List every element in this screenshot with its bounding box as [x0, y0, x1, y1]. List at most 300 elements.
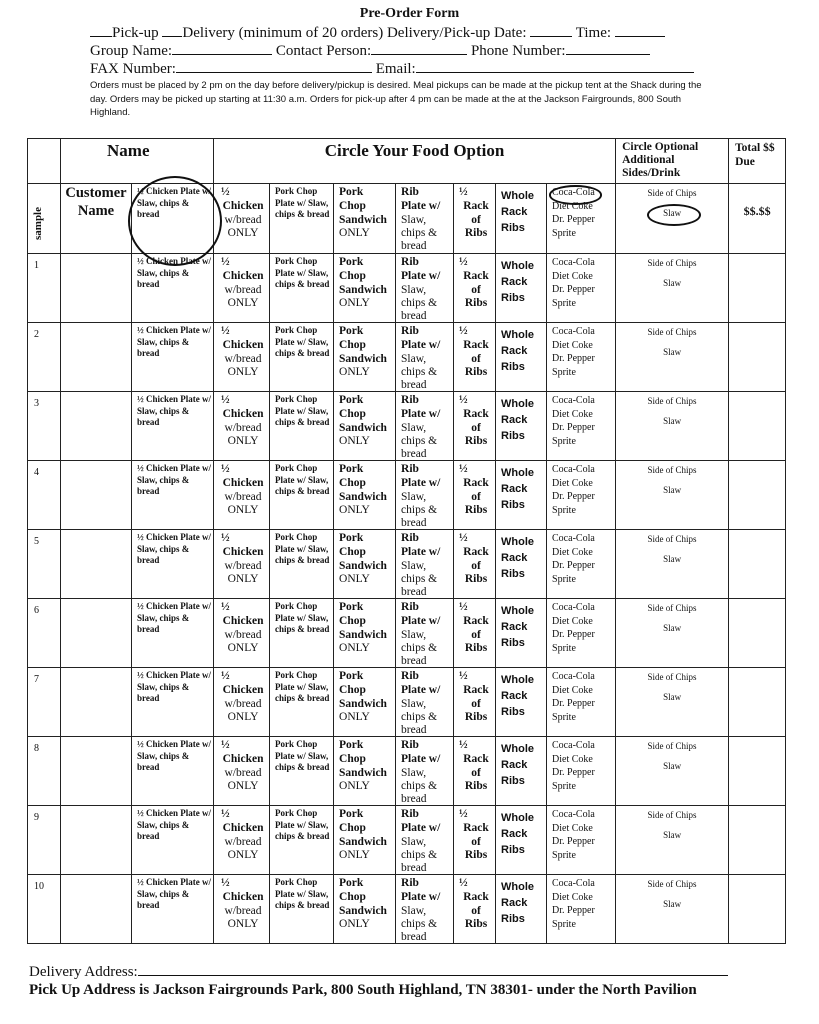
option-porkchop-plate[interactable] [270, 392, 334, 461]
option-half-rack[interactable] [454, 392, 496, 461]
email-label: Email: [375, 61, 416, 77]
name-column-header: Name [61, 139, 214, 184]
drink-options[interactable] [547, 461, 616, 530]
delivery-checkbox-blank[interactable] [162, 24, 182, 37]
chicken-plate-label: ½ Chicken Plate w/ Slaw, chips & bread [137, 808, 211, 841]
drink-coca-cola[interactable] [552, 808, 615, 822]
total-due-field[interactable] [729, 461, 786, 530]
customer-name-field[interactable] [61, 599, 132, 668]
form-title: Pre-Order Form [359, 6, 460, 21]
side-slaw[interactable] [616, 554, 728, 564]
side-of-chips[interactable]: Side of Chips [647, 188, 697, 198]
side-options[interactable] [616, 599, 729, 668]
contact-person-field[interactable] [371, 42, 467, 55]
half-chicken-line-1: ½ [221, 532, 230, 544]
option-chicken-plate[interactable] [132, 461, 214, 530]
customer-name-field[interactable] [61, 254, 132, 323]
porkchop-plate-label: Pork Chop Plate w/ Slaw, chips & bread [275, 532, 330, 565]
option-chicken-plate[interactable] [132, 392, 214, 461]
rib-plate-line-5: bread [401, 724, 427, 737]
half-chicken-line-3: w/bread [224, 283, 262, 296]
porkchop-sandwich-line-4: ONLY [339, 435, 370, 448]
half-chicken-line-4: ONLY [227, 642, 259, 655]
order-row [28, 668, 786, 737]
option-porkchop-plate[interactable] [270, 530, 334, 599]
total-due-field[interactable] [729, 254, 786, 323]
drink-sprite[interactable]: Sprite [552, 435, 576, 447]
option-porkchop-sandwich[interactable] [334, 737, 396, 806]
option-half-rack[interactable] [454, 668, 496, 737]
option-half-rack[interactable] [454, 184, 496, 254]
option-whole-rack[interactable] [496, 737, 547, 806]
customer-name-field[interactable] [61, 668, 132, 737]
option-porkchop-sandwich[interactable] [334, 668, 396, 737]
half-rack-line-1: ½ [459, 394, 468, 406]
option-whole-rack[interactable] [496, 184, 547, 254]
row-number: 8 [28, 737, 61, 806]
side-options[interactable] [616, 461, 729, 530]
date-field[interactable] [530, 24, 572, 37]
sample-total: $$.$$ [729, 184, 786, 254]
customer-name-field[interactable] [61, 461, 132, 530]
option-half-chicken[interactable] [214, 668, 270, 737]
half-rack-line-1: ½ [459, 256, 468, 268]
drink-dr-pepper[interactable]: Dr. Pepper [552, 422, 595, 433]
half-chicken-line-2: Chicken [222, 614, 264, 627]
drink-sprite[interactable]: Sprite [552, 642, 576, 654]
side-of-chips[interactable]: Side of Chips [647, 879, 697, 889]
phone-number-field[interactable] [566, 42, 650, 55]
drink-sprite[interactable]: Sprite [552, 918, 576, 930]
group-name-field[interactable] [172, 42, 272, 55]
rib-plate-line-5: bread [401, 586, 427, 599]
drink-options[interactable] [547, 875, 616, 944]
row-number: 5 [28, 530, 61, 599]
drink-dr-pepper[interactable]: Dr. Pepper [552, 698, 595, 709]
drink-dr-pepper[interactable]: Dr. Pepper [552, 214, 595, 225]
chicken-plate-label: ½ Chicken Plate w/ Slaw, chips & bread [137, 601, 211, 634]
option-whole-rack[interactable] [496, 530, 547, 599]
porkchop-sandwich-line-4: ONLY [339, 227, 370, 240]
option-porkchop-sandwich[interactable] [334, 323, 396, 392]
rib-plate-line-4: chips & [401, 780, 438, 793]
rib-plate-line-5: bread [401, 448, 427, 461]
half-rack-line-3: of [471, 559, 481, 572]
option-porkchop-sandwich[interactable] [334, 392, 396, 461]
drink-dr-pepper[interactable]: Dr. Pepper [552, 767, 595, 778]
side-of-chips[interactable]: Side of Chips [647, 534, 697, 544]
side-options[interactable] [616, 806, 729, 875]
drink-coca-cola[interactable] [552, 463, 615, 477]
option-half-chicken[interactable] [214, 806, 270, 875]
drink-sprite[interactable]: Sprite [552, 297, 576, 309]
side-slaw[interactable] [616, 208, 728, 218]
option-half-rack[interactable] [454, 323, 496, 392]
option-half-chicken[interactable] [214, 530, 270, 599]
drink-diet-coke[interactable]: Diet Coke [552, 546, 593, 558]
option-whole-rack[interactable] [496, 875, 547, 944]
rib-plate-line-1: Rib [401, 877, 419, 889]
side-options[interactable] [616, 875, 729, 944]
option-porkchop-plate[interactable] [270, 599, 334, 668]
slaw-label: Slaw [663, 761, 682, 771]
option-whole-rack[interactable] [496, 806, 547, 875]
half-rack-line-3: of [471, 421, 481, 434]
option-whole-rack[interactable] [496, 392, 547, 461]
option-chicken-plate[interactable] [132, 323, 214, 392]
chicken-plate-label: ½ Chicken Plate w/ Slaw, chips & bread [137, 325, 211, 358]
option-half-rack[interactable] [454, 254, 496, 323]
half-chicken-line-4: ONLY [227, 849, 259, 862]
porkchop-sandwich-line-1: Pork [339, 394, 364, 406]
half-chicken-line-1: ½ [221, 877, 230, 889]
option-porkchop-sandwich[interactable] [334, 875, 396, 944]
customer-name-field[interactable] [61, 737, 132, 806]
customer-name-field[interactable] [61, 323, 132, 392]
drink-coca-cola[interactable] [552, 325, 615, 339]
fax-number-label: FAX Number: [90, 61, 176, 77]
side-of-chips[interactable]: Side of Chips [647, 327, 697, 337]
customer-name-field[interactable] [61, 530, 132, 599]
whole-rack-line-1: Whole [501, 260, 535, 272]
porkchop-sandwich-line-4: ONLY [339, 366, 370, 379]
half-chicken-line-1: ½ [221, 463, 230, 475]
whole-rack-line-3: Ribs [501, 637, 525, 649]
whole-rack-line-2: Rack [501, 897, 528, 909]
half-chicken-line-3: w/bread [224, 697, 262, 710]
drink-dr-pepper[interactable]: Dr. Pepper [552, 353, 595, 364]
pickup-checkbox-blank[interactable] [90, 24, 112, 37]
porkchop-sandwich-line-1: Pork [339, 739, 364, 751]
drink-sprite[interactable]: Sprite [552, 849, 576, 861]
rib-plate-line-4: chips & [401, 435, 438, 448]
half-chicken-line-1: ½ [221, 256, 230, 268]
half-rack-line-4: Ribs [464, 642, 488, 655]
drink-coca-cola[interactable] [552, 394, 615, 408]
option-porkchop-sandwich[interactable] [334, 254, 396, 323]
half-rack-line-1: ½ [459, 532, 468, 544]
side-of-chips[interactable]: Side of Chips [647, 465, 697, 475]
option-half-chicken[interactable] [214, 599, 270, 668]
side-options[interactable] [616, 737, 729, 806]
option-whole-rack[interactable] [496, 461, 547, 530]
slaw-label: Slaw [663, 899, 682, 909]
side-slaw[interactable] [616, 416, 728, 426]
half-rack-line-4: Ribs [464, 918, 488, 931]
rib-plate-line-2: Plate w/ [401, 338, 441, 351]
option-porkchop-plate[interactable] [270, 184, 334, 254]
total-due-field[interactable] [729, 737, 786, 806]
rib-plate-line-3: Slaw, [401, 766, 427, 779]
option-rib-plate[interactable] [396, 392, 454, 461]
drink-dr-pepper[interactable]: Dr. Pepper [552, 905, 595, 916]
group-name-label: Group Name: [90, 43, 173, 59]
side-slaw[interactable] [616, 347, 728, 357]
customer-name-field[interactable] [61, 875, 132, 944]
drink-options[interactable] [547, 737, 616, 806]
option-rib-plate[interactable] [396, 806, 454, 875]
drink-sprite[interactable]: Sprite [552, 780, 576, 792]
total-due-field[interactable] [729, 875, 786, 944]
option-porkchop-plate[interactable] [270, 737, 334, 806]
drink-diet-coke[interactable]: Diet Coke [552, 200, 593, 212]
time-field[interactable] [615, 24, 665, 37]
option-rib-plate[interactable] [396, 254, 454, 323]
rib-plate-line-1: Rib [401, 601, 419, 613]
option-rib-plate[interactable] [396, 737, 454, 806]
order-row [28, 392, 786, 461]
drink-options[interactable] [547, 530, 616, 599]
slaw-label: Slaw [663, 208, 682, 218]
option-porkchop-sandwich[interactable] [334, 599, 396, 668]
rib-plate-line-4: chips & [401, 918, 438, 931]
option-porkchop-plate[interactable] [270, 323, 334, 392]
drink-coca-cola[interactable] [552, 601, 615, 615]
row-number: 6 [28, 599, 61, 668]
side-slaw[interactable] [616, 278, 728, 288]
side-options[interactable] [616, 323, 729, 392]
drink-diet-coke[interactable]: Diet Coke [552, 615, 593, 627]
coca-cola-label: Coca-Cola [552, 395, 595, 406]
drink-sprite[interactable]: Sprite [552, 227, 576, 239]
chicken-plate-label: ½ Chicken Plate w/ Slaw, chips & bread [137, 256, 211, 289]
option-whole-rack[interactable] [496, 668, 547, 737]
option-rib-plate[interactable] [396, 875, 454, 944]
total-due-field[interactable] [729, 806, 786, 875]
half-rack-line-1: ½ [459, 463, 468, 475]
option-porkchop-plate[interactable] [270, 668, 334, 737]
option-chicken-plate[interactable] [132, 668, 214, 737]
porkchop-plate-label: Pork Chop Plate w/ Slaw, chips & bread [275, 877, 330, 910]
drink-dr-pepper[interactable]: Dr. Pepper [552, 284, 595, 295]
rib-plate-line-3: Slaw, [401, 352, 427, 365]
option-half-chicken[interactable] [214, 323, 270, 392]
drink-options[interactable] [547, 806, 616, 875]
slaw-label: Slaw [663, 623, 682, 633]
option-half-chicken[interactable] [214, 254, 270, 323]
porkchop-sandwich-line-4: ONLY [339, 711, 370, 724]
email-field[interactable] [416, 60, 694, 73]
drink-diet-coke[interactable]: Diet Coke [552, 408, 593, 420]
total-due-field[interactable] [729, 668, 786, 737]
side-slaw[interactable] [616, 830, 728, 840]
order-row [28, 737, 786, 806]
option-porkchop-plate[interactable] [270, 806, 334, 875]
drink-sprite[interactable]: Sprite [552, 711, 576, 723]
side-options[interactable] [616, 530, 729, 599]
rib-plate-line-3: Slaw, [401, 490, 427, 503]
fax-number-field[interactable] [176, 60, 372, 73]
total-due-field[interactable] [729, 392, 786, 461]
half-rack-line-4: Ribs [464, 504, 488, 517]
option-chicken-plate[interactable] [132, 530, 214, 599]
total-due-field[interactable] [729, 530, 786, 599]
drink-diet-coke[interactable]: Diet Coke [552, 270, 593, 282]
porkchop-sandwich-line-3: Sandwich [339, 697, 387, 710]
drink-coca-cola[interactable] [552, 186, 615, 200]
half-chicken-line-3: w/bread [224, 490, 262, 503]
option-half-rack[interactable] [454, 737, 496, 806]
customer-name-field[interactable] [61, 392, 132, 461]
half-rack-line-1: ½ [459, 601, 468, 613]
side-slaw[interactable] [616, 899, 728, 909]
rib-plate-line-2: Plate w/ [401, 614, 441, 627]
whole-rack-line-1: Whole [501, 743, 535, 755]
side-slaw[interactable] [616, 692, 728, 702]
half-rack-line-3: of [471, 835, 481, 848]
option-rib-plate[interactable] [396, 599, 454, 668]
option-porkchop-sandwich[interactable] [334, 184, 396, 254]
half-chicken-line-4: ONLY [227, 918, 259, 931]
drink-options[interactable] [547, 323, 616, 392]
rib-plate-line-4: chips & [401, 849, 438, 862]
side-of-chips[interactable]: Side of Chips [647, 396, 697, 406]
coca-cola-label: Coca-Cola [552, 533, 595, 544]
half-rack-line-4: Ribs [464, 227, 488, 240]
option-half-chicken[interactable] [214, 184, 270, 254]
option-half-rack[interactable] [454, 530, 496, 599]
option-half-chicken[interactable] [214, 392, 270, 461]
porkchop-sandwich-line-4: ONLY [339, 918, 370, 931]
row-number: 10 [28, 875, 61, 944]
option-porkchop-sandwich[interactable] [334, 461, 396, 530]
option-whole-rack[interactable] [496, 254, 547, 323]
drink-options[interactable] [547, 599, 616, 668]
side-options[interactable] [616, 392, 729, 461]
option-porkchop-plate[interactable] [270, 875, 334, 944]
half-chicken-line-1: ½ [221, 670, 230, 682]
option-chicken-plate[interactable] [132, 875, 214, 944]
option-whole-rack[interactable] [496, 599, 547, 668]
porkchop-sandwich-line-1: Pork [339, 601, 364, 613]
rib-plate-line-1: Rib [401, 256, 419, 268]
option-chicken-plate[interactable] [132, 254, 214, 323]
side-of-chips[interactable]: Side of Chips [647, 603, 697, 613]
side-options[interactable] [616, 254, 729, 323]
total-due-field[interactable] [729, 323, 786, 392]
drink-dr-pepper[interactable]: Dr. Pepper [552, 560, 595, 571]
delivery-address-field[interactable] [138, 963, 728, 976]
drink-coca-cola[interactable] [552, 739, 615, 753]
drink-diet-coke[interactable]: Diet Coke [552, 477, 593, 489]
side-of-chips[interactable]: Side of Chips [647, 741, 697, 751]
side-options[interactable] [616, 184, 729, 254]
option-half-chicken[interactable] [214, 875, 270, 944]
drink-options[interactable] [547, 184, 616, 254]
option-half-chicken[interactable] [214, 461, 270, 530]
option-rib-plate[interactable] [396, 530, 454, 599]
side-options[interactable] [616, 668, 729, 737]
rib-plate-line-4: chips & [401, 573, 438, 586]
half-chicken-line-4: ONLY [227, 780, 259, 793]
option-porkchop-plate[interactable] [270, 254, 334, 323]
drink-sprite[interactable]: Sprite [552, 504, 576, 516]
half-rack-line-4: Ribs [464, 366, 488, 379]
drink-dr-pepper[interactable]: Dr. Pepper [552, 836, 595, 847]
porkchop-sandwich-line-2: Chop [339, 752, 366, 765]
half-rack-line-1: ½ [459, 325, 468, 337]
porkchop-sandwich-line-1: Pork [339, 670, 364, 682]
whole-rack-line-3: Ribs [501, 222, 525, 234]
side-slaw[interactable] [616, 623, 728, 633]
porkchop-sandwich-line-3: Sandwich [339, 490, 387, 503]
option-chicken-plate[interactable] [132, 599, 214, 668]
drink-diet-coke[interactable]: Diet Coke [552, 684, 593, 696]
option-half-chicken[interactable] [214, 737, 270, 806]
drink-dr-pepper[interactable]: Dr. Pepper [552, 491, 595, 502]
side-slaw[interactable] [616, 761, 728, 771]
order-table [27, 138, 786, 944]
drink-sprite[interactable]: Sprite [552, 573, 576, 585]
drink-diet-coke[interactable]: Diet Coke [552, 891, 593, 903]
option-porkchop-sandwich[interactable] [334, 806, 396, 875]
side-slaw[interactable] [616, 485, 728, 495]
whole-rack-line-3: Ribs [501, 292, 525, 304]
porkchop-sandwich-line-3: Sandwich [339, 766, 387, 779]
drink-coca-cola[interactable] [552, 670, 615, 684]
half-chicken-line-4: ONLY [227, 366, 259, 379]
drink-diet-coke[interactable]: Diet Coke [552, 822, 593, 834]
drink-options[interactable] [547, 392, 616, 461]
option-half-rack[interactable] [454, 806, 496, 875]
option-half-rack[interactable] [454, 599, 496, 668]
option-porkchop-plate[interactable] [270, 461, 334, 530]
rib-plate-line-1: Rib [401, 808, 419, 820]
drink-options[interactable] [547, 254, 616, 323]
half-chicken-line-1: ½ [221, 601, 230, 613]
drink-sprite[interactable]: Sprite [552, 366, 576, 378]
drink-coca-cola[interactable] [552, 532, 615, 546]
porkchop-sandwich-line-1: Pork [339, 325, 364, 337]
drink-options[interactable] [547, 668, 616, 737]
side-of-chips[interactable]: Side of Chips [647, 258, 697, 268]
half-chicken-line-4: ONLY [227, 435, 259, 448]
drink-diet-coke[interactable]: Diet Coke [552, 753, 593, 765]
option-whole-rack[interactable] [496, 323, 547, 392]
half-chicken-line-3: w/bread [224, 904, 262, 917]
half-chicken-line-3: w/bread [224, 628, 262, 641]
drink-dr-pepper[interactable]: Dr. Pepper [552, 629, 595, 640]
option-chicken-plate[interactable] [132, 184, 214, 254]
customer-name-field[interactable] [61, 806, 132, 875]
option-half-rack[interactable] [454, 875, 496, 944]
pickup-address: Pick Up Address is Jackson Fairgrounds Park, 800 South Highland, TN 38301- under the North Pavilion [29, 982, 697, 998]
option-rib-plate[interactable] [396, 323, 454, 392]
porkchop-sandwich-line-2: Chop [339, 614, 366, 627]
option-porkchop-sandwich[interactable] [334, 530, 396, 599]
half-rack-line-3: of [471, 283, 481, 296]
porkchop-plate-label: Pork Chop Plate w/ Slaw, chips & bread [275, 601, 330, 634]
rib-plate-line-2: Plate w/ [401, 199, 441, 212]
side-of-chips[interactable]: Side of Chips [647, 672, 697, 682]
total-due-field[interactable] [729, 599, 786, 668]
option-rib-plate[interactable] [396, 668, 454, 737]
option-rib-plate[interactable] [396, 184, 454, 254]
porkchop-sandwich-line-2: Chop [339, 338, 366, 351]
option-chicken-plate[interactable] [132, 806, 214, 875]
half-rack-line-4: Ribs [464, 435, 488, 448]
option-rib-plate[interactable] [396, 461, 454, 530]
total-column-header: Total $$ Due [729, 139, 786, 184]
option-chicken-plate[interactable] [132, 737, 214, 806]
pickup-label: Pick-up [112, 25, 159, 41]
drink-coca-cola[interactable] [552, 256, 615, 270]
option-half-rack[interactable] [454, 461, 496, 530]
drink-coca-cola[interactable] [552, 877, 615, 891]
side-of-chips[interactable]: Side of Chips [647, 810, 697, 820]
drink-diet-coke[interactable]: Diet Coke [552, 339, 593, 351]
half-chicken-line-2: Chicken [222, 269, 264, 282]
